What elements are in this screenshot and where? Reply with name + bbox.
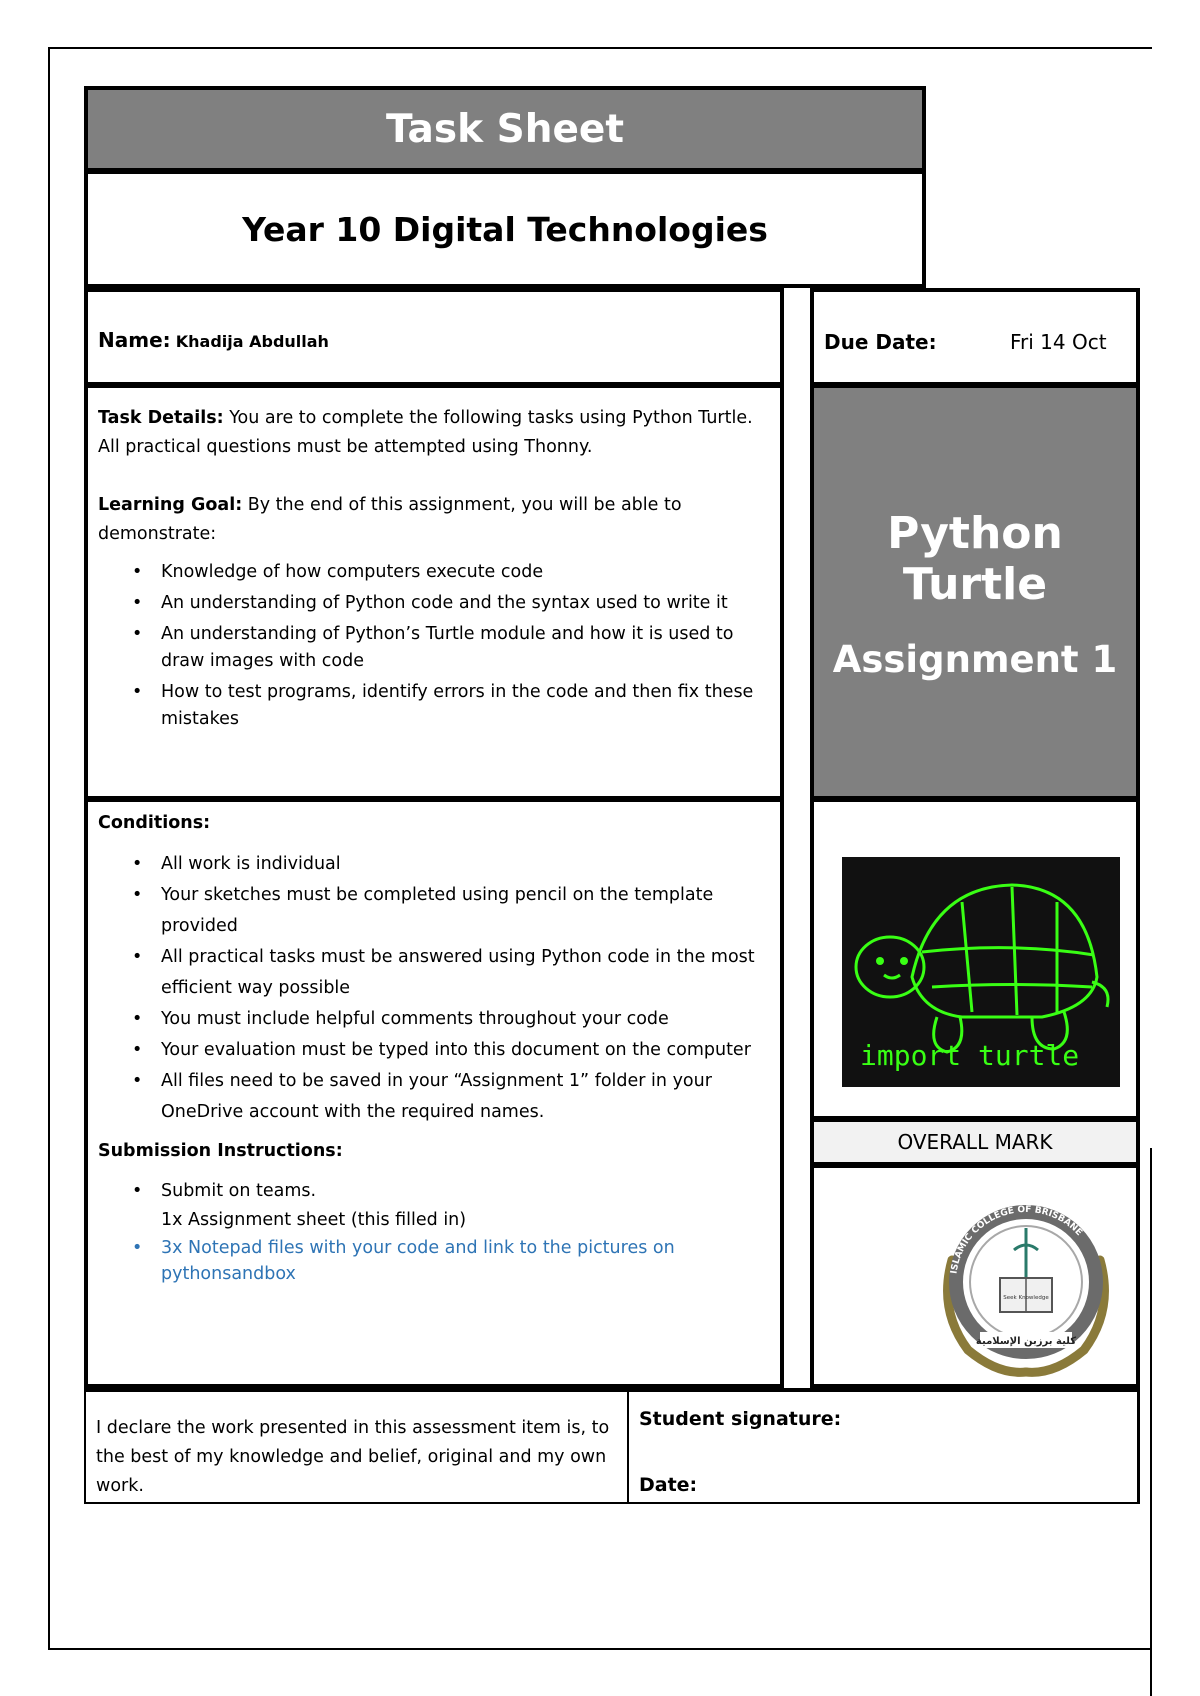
- mark-logo-box: [810, 1164, 1140, 1388]
- bullet: •: [132, 624, 143, 644]
- column-gutter: [784, 288, 812, 1388]
- assignment-number: Assignment 1: [832, 638, 1118, 681]
- declaration-statement: [84, 1388, 629, 1504]
- list-item-text: Your evaluation must be typed into this document on the computer: [161, 1040, 751, 1060]
- signature-box[interactable]: [627, 1388, 1140, 1504]
- list-item-text: You must include helpful comments throughout your code: [161, 1009, 669, 1029]
- task-details-paragraph: [98, 404, 770, 462]
- name-field[interactable]: [84, 288, 784, 386]
- task-details-label: Task Details:: [98, 408, 224, 428]
- bullet: •: [132, 562, 143, 582]
- due-date-label: Due Date:: [824, 330, 937, 354]
- bullet: •: [132, 682, 143, 702]
- turtle-caption: import turtle: [860, 1039, 1080, 1072]
- list-item-text: All work is individual: [161, 854, 341, 874]
- list-item-text: Your sketches must be completed using pencil on the template provided: [161, 885, 714, 936]
- list-item: [98, 621, 770, 675]
- list-item: [98, 590, 770, 617]
- bullet: •: [132, 854, 143, 874]
- submission-list: [98, 1177, 770, 1287]
- list-item: [98, 1235, 770, 1287]
- list-item-text: All files need to be saved in your “Assignment 1” folder in your OneDrive account with the required names.: [161, 1071, 712, 1122]
- list-item: [98, 942, 770, 1004]
- list-item-text: An understanding of Python code and the syntax used to write it: [161, 593, 728, 613]
- list-item-text: Knowledge of how computers execute code: [161, 562, 544, 582]
- bullet: •: [132, 1181, 143, 1201]
- course-title: [84, 170, 926, 288]
- turtle-illustration: [842, 857, 1120, 1087]
- bullet: •: [132, 1009, 143, 1029]
- task-sheet-title-text: Task Sheet: [385, 106, 625, 152]
- bullet: •: [132, 885, 143, 905]
- turtle-icon: [842, 857, 1120, 1087]
- assignment-topic: Python Turtle: [887, 508, 1063, 610]
- list-item: [98, 880, 770, 942]
- bullet: •: [132, 593, 143, 613]
- list-item-text: 3x Notepad files with your code and link to the pictures on pythonsandbox: [161, 1238, 675, 1284]
- logo-arc-text: ISLAMIC COLLEGE OF BRISBANE: [949, 1204, 1084, 1275]
- due-date-box: [810, 288, 1140, 386]
- due-date-value: Fri 14 Oct: [1010, 330, 1107, 354]
- page-frame-left: [48, 47, 50, 1650]
- list-item: [98, 1035, 770, 1066]
- learning-goal-list: [98, 559, 770, 733]
- logo-book-text: Seek Knowledge: [1003, 1295, 1049, 1301]
- declaration-text: I declare the work presented in this assessment item is, to the best of my knowledge and belief, original and my own work.: [96, 1418, 610, 1496]
- conditions-label: Conditions:: [98, 813, 211, 833]
- student-signature-label: Student signature:: [639, 1408, 842, 1430]
- bullet: •: [132, 947, 143, 967]
- task-details-text: You are to complete the following tasks using Python Turtle. All practical questions must be attempted using Thonny.: [98, 408, 753, 457]
- conditions-section: [84, 798, 784, 1388]
- course-title-text: Year 10 Digital Technologies: [242, 209, 768, 249]
- learning-goal-text: By the end of this assignment, you will be able to demonstrate:: [98, 495, 682, 544]
- list-item-text: An understanding of Python’s Turtle module and how it is used to draw images with code: [161, 624, 734, 671]
- list-item: [98, 1177, 770, 1235]
- learning-goal-label: Learning Goal:: [98, 495, 243, 515]
- list-item-text: Submit on teams.: [161, 1181, 317, 1201]
- list-item: [98, 679, 770, 733]
- learning-goal-paragraph: [98, 491, 770, 549]
- list-item: [98, 849, 770, 880]
- overall-mark-text: OVERALL MARK: [897, 1130, 1053, 1154]
- conditions-list: [98, 849, 770, 1128]
- list-item: [98, 559, 770, 586]
- bullet: •: [132, 1238, 143, 1258]
- bullet: •: [132, 1040, 143, 1060]
- page-frame-right: [1150, 1148, 1152, 1696]
- name-value: Khadija Abdullah: [175, 332, 329, 351]
- list-item-text: How to test programs, identify errors in the code and then fix these mistakes: [161, 682, 754, 729]
- page-frame-bottom: [48, 1648, 1152, 1650]
- task-sheet-title: [84, 86, 926, 172]
- bullet: •: [132, 1071, 143, 1091]
- list-item: [98, 1004, 770, 1035]
- name-label: Name:: [98, 328, 171, 352]
- college-logo-icon: [928, 1190, 1124, 1380]
- list-item-text: 1x Assignment sheet (this filled in): [161, 1210, 467, 1230]
- turtle-image-box: [810, 798, 1140, 1120]
- date-label: Date:: [639, 1474, 698, 1496]
- assignment-banner: [810, 384, 1140, 800]
- overall-mark-label: [810, 1118, 1140, 1166]
- list-item-text: All practical tasks must be answered using Python code in the most efficient way possible: [161, 947, 755, 998]
- page-frame-top: [48, 47, 1152, 49]
- submission-label: Submission Instructions:: [98, 1141, 343, 1161]
- task-details-section: [84, 384, 784, 800]
- list-item: [98, 1066, 770, 1128]
- logo-bottom-text: كلية برزبن الإسلامية: [975, 1336, 1077, 1347]
